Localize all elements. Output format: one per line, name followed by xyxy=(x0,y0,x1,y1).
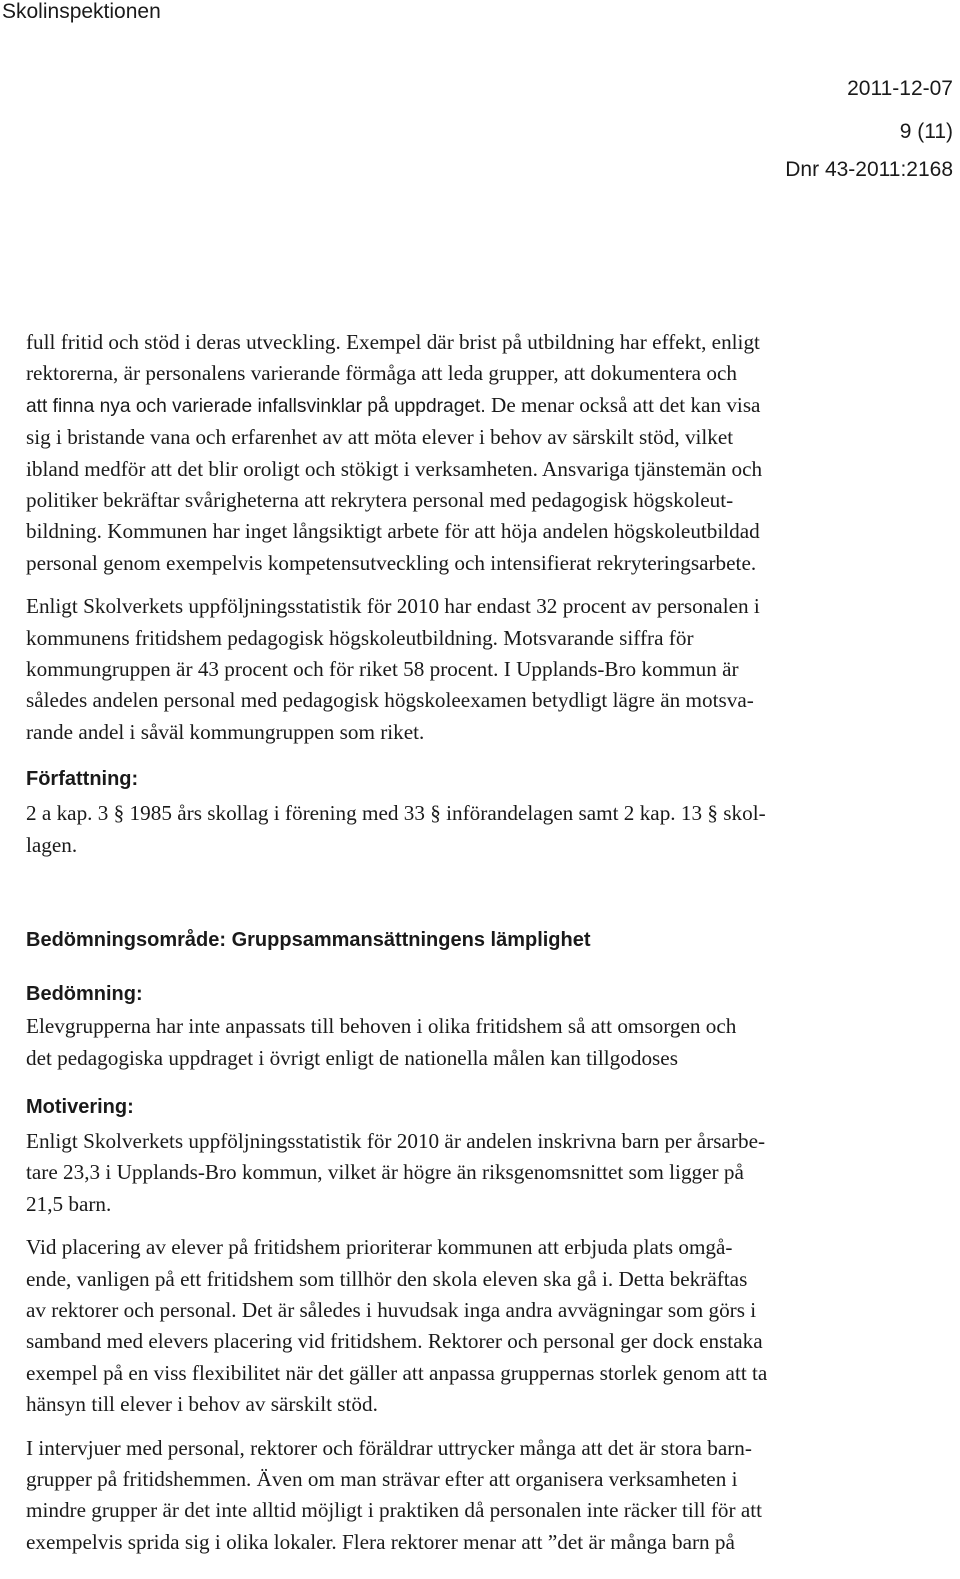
forfattning-text xyxy=(26,798,936,861)
motivering-paragraph-3 xyxy=(26,1433,936,1559)
motivering-paragraph-1 xyxy=(26,1126,936,1220)
text-line: exempel på en viss flexibilitet när det gäller att anpassa gruppernas storlek genom att ta xyxy=(26,1360,768,1385)
organization-name: Skolinspektionen xyxy=(2,0,161,23)
bedomning-text xyxy=(26,1011,936,1074)
text-line: Enligt Skolverkets uppföljningsstatistik för 2010 är andelen inskrivna barn per årsarbe- xyxy=(26,1128,766,1153)
forfattning-heading: Författning: xyxy=(26,768,139,791)
text-line: Enligt Skolverkets uppföljningsstatistik för 2010 har endast 32 procent av personalen i xyxy=(26,594,760,619)
text-line: exempelvis sprida sig i olika lokaler. Flera rektorer menar att ”det är många barn på xyxy=(26,1529,735,1554)
text-line xyxy=(26,516,936,547)
text-run: ibland medför att det blir oroligt och stökigt i verksamheten. xyxy=(26,456,538,481)
text-run: Kommunen har inget långsiktigt arbete för att höja andelen högskoleutbildad xyxy=(101,519,760,544)
text-run: att finna nya och varierade infallsvinklar på uppdraget. xyxy=(26,395,486,417)
text-line: politiker bekräftar svårigheterna att rekrytera personal med pedagogisk högskoleut- xyxy=(26,488,734,513)
text-line: rande andel i såväl kommungruppen som riket. xyxy=(26,719,425,744)
document-date: 2011-12-07 xyxy=(847,77,953,100)
paragraph-staff-competence xyxy=(26,327,936,579)
page-number: 9 (11) xyxy=(899,120,953,143)
text-line: av rektorer och personal. Det är således i huvudsak inga andra avvägningar som görs i xyxy=(26,1297,757,1322)
text-line: mindre grupper är det inte alltid möjligt i praktiken då personalen inte räcker till för att xyxy=(26,1498,763,1523)
text-line: tare 23,3 i Upplands-Bro kommun, vilket är högre än riksgenomsnittet som ligger på xyxy=(26,1160,744,1185)
section-title: Bedömningsområde: Gruppsammansättningens lämplighet xyxy=(26,929,591,952)
text-line: Vid placering av elever på fritidshem prioriterar kommunen att erbjuda plats omgå- xyxy=(26,1235,733,1260)
text-line: kommunens fritidshem pedagogisk högskoleutbildning. Motsvarande siffra för xyxy=(26,625,694,650)
text-run: Ansvariga tjänstemän och xyxy=(537,456,763,481)
text-line: hänsyn till elever i behov av särskilt stöd. xyxy=(26,1392,378,1417)
text-line: sig i bristande vana och erfarenhet av att möta elever i behov av särskilt stöd, vilket xyxy=(26,425,734,450)
text-line: Elevgrupperna har inte anpassats till behoven i olika fritidshem så att omsorgen och xyxy=(26,1014,737,1039)
text-line: samband med elevers placering vid fritidshem. Rektorer och personal ger dock enstaka xyxy=(26,1329,763,1354)
text-run: bildning. xyxy=(26,519,102,544)
bedomning-heading: Bedömning: xyxy=(26,983,143,1006)
motivering-paragraph-2 xyxy=(26,1232,936,1420)
text-line: grupper på fritidshemmen. Även om man strävar efter att organisera verksamheten i xyxy=(26,1466,738,1491)
text-line: det pedagogiska uppdraget i övrigt enligt de nationella målen kan tillgodoses xyxy=(26,1045,678,1070)
text-line: 2 a kap. 3 § 1985 års skollag i förening med 33 § införandelagen samt 2 kap. 13 § skol- xyxy=(26,801,766,826)
text-line: ende, vanligen på ett fritidshem som tillhör den skola eleven ska gå i. Detta bekräftas xyxy=(26,1266,748,1291)
text-line: rektorerna, är personalens varierande förmåga att leda grupper, att dokumentera och xyxy=(26,361,737,386)
paragraph-statistics xyxy=(26,591,936,748)
registration-number: Dnr 43-2011:2168 xyxy=(785,158,953,181)
document-body xyxy=(26,327,936,1558)
text-run: De menar också att det kan visa xyxy=(485,392,761,417)
text-line: kommungruppen är 43 procent och för riket 58 procent. I Upplands-Bro kommun är xyxy=(26,657,739,682)
motivering-heading: Motivering: xyxy=(26,1095,134,1118)
text-line: full fritid och stöd i deras utveckling. Exempel där brist på utbildning har effekt, enligt xyxy=(26,330,760,354)
text-line: således andelen personal med pedagogisk högskoleexamen betydligt lägre än motsva- xyxy=(26,688,754,713)
text-line: personal genom exempelvis kompetensutveckling och intensifierat rekryteringsarbete. xyxy=(26,550,757,575)
text-line: 21,5 barn. xyxy=(26,1191,112,1216)
text-line: lagen. xyxy=(26,832,78,857)
text-line xyxy=(26,454,936,485)
text-line: I intervjuer med personal, rektorer och föräldrar uttrycker många att det är stora barn- xyxy=(26,1435,752,1460)
text-line xyxy=(26,390,936,422)
